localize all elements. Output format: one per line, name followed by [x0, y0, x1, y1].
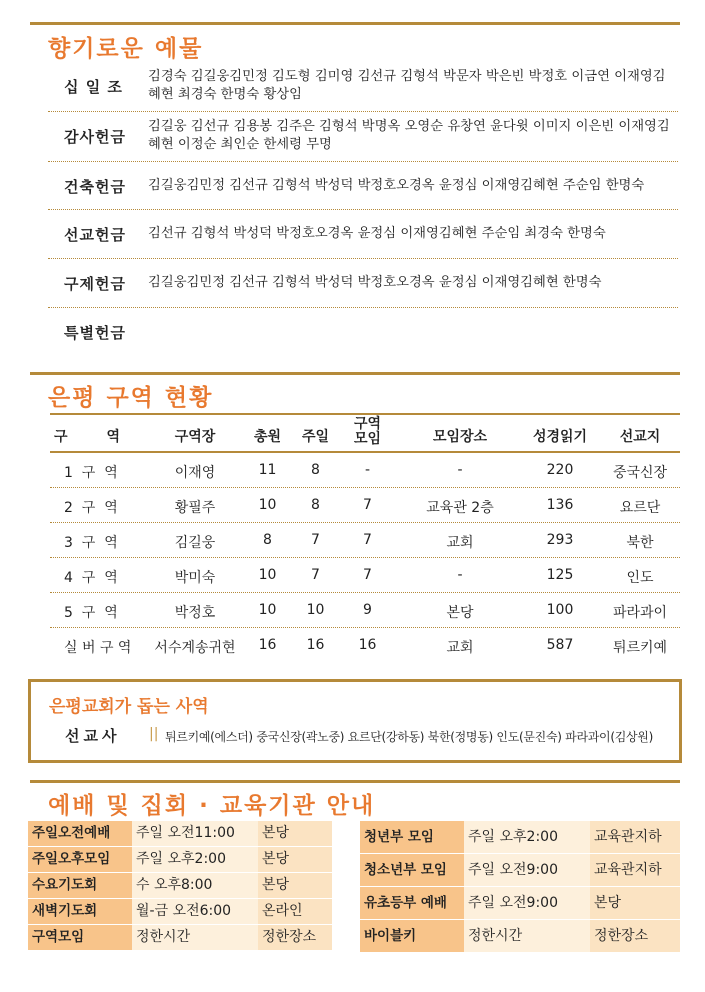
district-cell-place: 교회: [446, 535, 474, 551]
worship-time: 주일 오후2:00: [132, 847, 258, 872]
header-group: 구역 모임: [353, 416, 382, 447]
worship-time: 주일 오전9:00: [464, 854, 590, 886]
district-cell-mission: 파라과이: [612, 605, 668, 621]
header-leader: 구역장: [174, 429, 216, 445]
district-cell-bible: 125: [546, 567, 574, 583]
district-cell-place: 교육관 2층: [426, 500, 494, 516]
offering-label: 구제헌금: [64, 275, 126, 293]
district-cell-group: 7: [363, 532, 372, 548]
worship-name: 새벽기도회: [28, 899, 132, 924]
offerings-title: 향기로운 예물: [48, 36, 204, 62]
district-cell-sunday: 16: [306, 637, 325, 653]
worship-time: 월-금 오전6:00: [132, 899, 258, 924]
district-cell-bible: 100: [546, 602, 574, 618]
district-row: [50, 488, 680, 523]
district-cell-gu: 실 버 구 역: [64, 640, 132, 656]
worship-place: 교육관지하: [590, 821, 680, 853]
worship-name: 주일오전예배: [28, 821, 132, 846]
offering-row: [48, 308, 678, 348]
district-row: [50, 558, 680, 593]
worship-time: 주일 오후2:00: [464, 821, 590, 853]
district-table-header: [50, 413, 680, 453]
district-cell-bible: 220: [546, 462, 574, 478]
worship-place: 정한장소: [590, 920, 680, 952]
worship-place: 본당: [258, 847, 332, 872]
offering-names: 김길웅 김선규 김용봉 김주은 김형석 박명옥 오영순 유창연 윤다윗 이미지 이은빈 이재영김혜현 이정순 최인순 한세령 무명: [148, 119, 670, 152]
worship-time: 주일 오전9:00: [464, 887, 590, 919]
district-cell-bible: 136: [546, 497, 574, 513]
district-cell-mission: 튀르키예: [612, 640, 668, 656]
district-cell-total: 16: [258, 637, 277, 653]
district-cell-sunday: 8: [311, 462, 320, 478]
district-cell-leader: 김길웅: [174, 535, 216, 551]
district-cell-bible: 293: [546, 532, 574, 548]
worship-name: 수요기도회: [28, 873, 132, 898]
district-cell-place: 본당: [446, 605, 474, 621]
district-cell-mission: 중국신장: [612, 465, 668, 481]
district-cell-group: 9: [363, 602, 372, 618]
district-cell-total: 8: [263, 532, 272, 548]
district-row: [50, 593, 680, 628]
header-mission: 선교지: [619, 429, 661, 445]
district-cell-place: -: [457, 462, 463, 478]
missions-title: 은평교회가 돕는 사역: [49, 697, 209, 717]
offering-row: [48, 62, 678, 112]
district-cell-group: -: [364, 462, 371, 478]
district-cell-mission: 인도: [626, 570, 654, 586]
district-cell-sunday: 7: [311, 532, 320, 548]
district-cell-mission: 북한: [626, 535, 654, 551]
district-cell-leader: 이재영: [174, 465, 216, 481]
district-cell-leader: 서수계송귀현: [154, 640, 236, 656]
worship-place: 본당: [590, 887, 680, 919]
worship-place: 정한장소: [258, 925, 332, 950]
offering-row: [48, 112, 678, 162]
header-gu: 구 역: [54, 429, 121, 445]
district-cell-leader: 박정호: [174, 605, 216, 621]
offering-names: 김길웅김민정 김선규 김형석 박성덕 박정호오경옥 윤정심 이재영김혜현 한명숙: [148, 275, 602, 290]
offering-names: 김선규 김형석 박성덕 박정호오경옥 윤정심 이재영김혜현 주순임 최경숙 한명숙: [148, 226, 606, 241]
district-cell-bible: 587: [546, 637, 574, 653]
offering-row: [48, 210, 678, 259]
district-cell-group: 7: [363, 567, 372, 583]
district-cell-group: 16: [358, 637, 377, 653]
missions-separator: ||: [149, 726, 159, 742]
worship-name: 청년부 모임: [360, 821, 464, 853]
offering-row: [48, 162, 678, 210]
district-cell-place: 교회: [446, 640, 474, 656]
district-cell-total: 10: [258, 567, 277, 583]
districts-title: 은평 구역 현황: [48, 385, 214, 411]
missions-box: [28, 679, 682, 763]
district-cell-leader: 황필주: [174, 500, 216, 516]
district-cell-leader: 박미숙: [174, 570, 216, 586]
districts-rule: [30, 372, 680, 375]
district-cell-sunday: 8: [311, 497, 320, 513]
district-cell-mission: 요르단: [619, 500, 661, 516]
district-cell-gu: 5 구 역: [64, 605, 118, 621]
offering-label: 특별헌금: [64, 324, 126, 342]
worship-place: 본당: [258, 821, 332, 846]
worship-place: 온라인: [258, 899, 332, 924]
offering-label: 선교헌금: [64, 226, 126, 244]
district-cell-total: 10: [258, 602, 277, 618]
offering-names: 김길웅김민정 김선규 김형석 박성덕 박정호오경옥 윤정심 이재영김혜현 주순임 한명숙: [148, 178, 645, 193]
offering-label: 건축헌금: [64, 178, 126, 196]
worship-time: 수 오후8:00: [132, 873, 258, 898]
worship-rule: [30, 780, 680, 783]
worship-place: 본당: [258, 873, 332, 898]
district-cell-group: 7: [363, 497, 372, 513]
header-total: 총원: [253, 429, 282, 445]
district-cell-total: 11: [258, 462, 277, 478]
district-row: [50, 628, 680, 663]
district-cell-gu: 1 구 역: [64, 465, 118, 481]
district-row: [50, 523, 680, 558]
worship-time: 정한시간: [464, 920, 590, 952]
district-cell-gu: 3 구 역: [64, 535, 118, 551]
worship-name: 구역모임: [28, 925, 132, 950]
worship-name: 청소년부 모임: [360, 854, 464, 886]
missions-label: 선교사: [65, 727, 121, 745]
worship-time: 정한시간: [132, 925, 258, 950]
offering-names: 김경숙 김길웅김민정 김도형 김미영 김선규 김형석 박문자 박은빈 박정호 이금연 이재영김혜현 최경숙 한명숙 황상임: [148, 69, 666, 102]
worship-name: 주일오후모임: [28, 847, 132, 872]
worship-name: 바이블키: [360, 920, 464, 952]
header-sunday: 주일: [301, 429, 330, 445]
header-bible: 성경읽기: [532, 429, 588, 445]
offering-label: 십 일 조: [64, 78, 123, 96]
worship-title: 예배 및 집회 · 교육기관 안내: [48, 793, 376, 819]
district-cell-sunday: 7: [311, 567, 320, 583]
offering-label: 감사헌금: [64, 128, 126, 146]
header-place: 모임장소: [432, 429, 488, 445]
district-cell-place: -: [457, 567, 463, 583]
offering-row: [48, 259, 678, 308]
worship-time: 주일 오전11:00: [132, 821, 258, 846]
worship-place: 교육관지하: [590, 854, 680, 886]
worship-name: 유초등부 예배: [360, 887, 464, 919]
district-cell-gu: 4 구 역: [64, 570, 118, 586]
district-row: [50, 453, 680, 488]
district-cell-total: 10: [258, 497, 277, 513]
missions-list: 튀르키예(에스더) 중국신장(곽노중) 요르단(강하동) 북한(정명동) 인도(문진숙) 파라과이(김상원): [165, 730, 653, 744]
district-cell-sunday: 10: [306, 602, 325, 618]
district-cell-gu: 2 구 역: [64, 500, 118, 516]
top-rule: [30, 22, 680, 25]
